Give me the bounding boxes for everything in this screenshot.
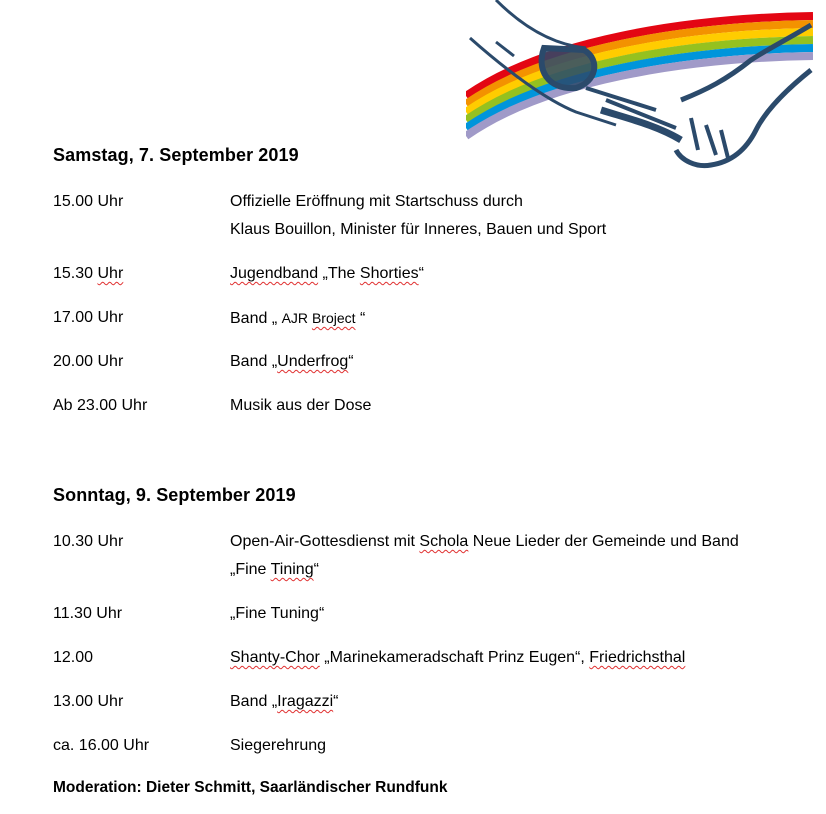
event-time: ca. 16.00 Uhr [53,737,150,754]
event-time: 13.00 Uhr [53,693,124,710]
event-description: Jugendband „The Shorties“ [230,265,424,282]
event-description: Siegerehrung [230,737,327,754]
event-time: 20.00 Uhr [53,353,124,370]
event-time: 11.30 Uhr [53,605,123,622]
event-description: Open-Air-Gottesdienst mit Schola Neue Lieder der Gemeinde und Band „Fine Tining“ [230,533,739,578]
event-description: Band „Iragazzi“ [230,693,339,710]
event-time: 12.00 [53,649,94,666]
event-description: „Fine Tuning“ [230,605,325,622]
event-time: 17.00 Uhr [53,309,124,326]
moderation-note: Moderation: Dieter Schmitt, Saarländischer Rundfunk [53,779,448,796]
event-description: Offizielle Eröffnung mit Startschuss durch Klaus Bouillon, Minister für Inneres, Bauen und Sport [230,193,607,238]
event-description: Shanty-Chor „Marinekameradschaft Prinz Eugen“, Friedrichsthal [230,649,686,666]
event-time: 10.30 Uhr [53,533,124,550]
saturday-heading: Samstag, 7. September 2019 [53,145,299,165]
event-time: 15.00 Uhr [53,193,124,210]
sunday-heading: Sonntag, 9. September 2019 [53,485,296,505]
event-description: Musik aus der Dose [230,397,372,414]
event-description: Band „Underfrog“ [230,353,354,370]
event-time: Ab 23.00 Uhr [53,397,148,414]
event-description: Band „ AJR Broject “ [230,310,366,327]
rainbow-handshake-logo-icon [466,0,813,169]
event-time: 15.30 Uhr [53,265,124,282]
